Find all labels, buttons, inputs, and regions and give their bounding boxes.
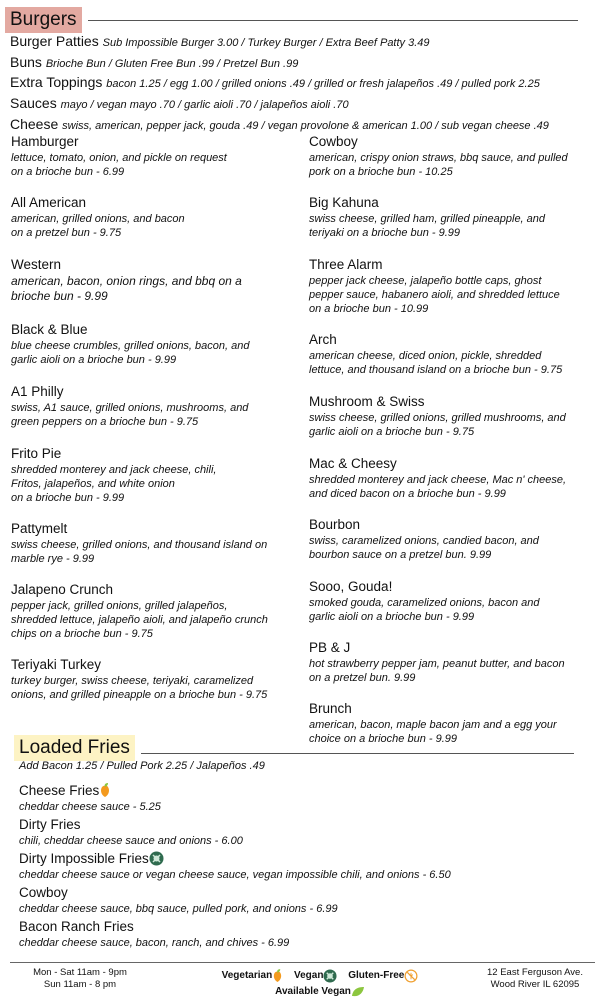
menu-item: Mushroom & Swiss swiss cheese, grilled onions, grilled mushrooms, and garlic aioli on a brioche bun - 9.75 [309, 394, 566, 439]
fries-addons: Add Bacon 1.25 / Pulled Pork 2.25 / Jalapeños .49 [19, 760, 265, 772]
option-buns: Buns Brioche Bun / Gluten Free Bun .99 / Pretzel Bun .99 [10, 53, 299, 70]
legend-vegan: Vegan [294, 968, 337, 984]
legend-available-vegan: Available Vegan [275, 984, 365, 1000]
gluten-free-icon [404, 969, 418, 983]
menu-item: All American american, grilled onions, and bacon on a pretzel bun - 9.75 [11, 195, 185, 240]
menu-item: Arch american cheese, diced onion, pickle, shredded lettuce, and thousand island on a brioche bun - 9.75 [309, 332, 563, 377]
vegan-icon [323, 969, 337, 983]
fries-item: Dirty Impossible Fries cheddar cheese sauce or vegan cheese sauce, vegan impossible chili, and onions - 6.50 [19, 851, 451, 881]
menu-item: Brunch american, bacon, maple bacon jam and a egg your choice on a brioche bun - 9.99 [309, 701, 557, 746]
footer-divider [10, 962, 595, 963]
legend-gluten-free: Gluten-Free [348, 968, 418, 984]
fries-item: Dirty Fries chili, cheddar cheese sauce and onions - 6.00 [19, 817, 243, 847]
menu-item: Black & Blue blue cheese crumbles, grilled onions, bacon, and garlic aioli on a brioche bun - 9.99 [11, 322, 250, 367]
address: 12 East Ferguson Ave. Wood River IL 62095 [487, 967, 583, 990]
menu-item: Jalapeno Crunch pepper jack, grilled onions, grilled jalapeños, shredded lettuce, jalapeño aioli, and jalapeño crunch chips on a brioche bun - 9.75 [11, 582, 268, 641]
fries-item: Cowboy cheddar cheese sauce, bbq sauce, pulled pork, and onions - 6.99 [19, 885, 338, 915]
option-toppings: Extra Toppings bacon 1.25 / egg 1.00 / grilled onions .49 / grilled or fresh jalapeños .49 / pulled pork 2.25 [10, 74, 540, 91]
menu-item: Frito Pie shredded monterey and jack cheese, chili, Fritos, jalapeños, and white onion on a brioche bun - 9.99 [11, 446, 217, 505]
menu-item: Bourbon swiss, caramelized onions, candied bacon, and bourbon sauce on a pretzel bun. 9.99 [309, 517, 539, 562]
burger-options [10, 32, 605, 136]
menu-item: Western american, bacon, onion rings, and bbq on a brioche bun - 9.99 [11, 257, 242, 303]
menu-item: Big Kahuna swiss cheese, grilled ham, grilled pineapple, and teriyaki on a brioche bun - 9.99 [309, 195, 546, 240]
option-sauces: Sauces mayo / vegan mayo .70 / garlic aioli .70 / jalapeños aioli .70 [10, 95, 349, 112]
menu-item: PB & J hot strawberry pepper jam, peanut butter, and bacon on a pretzel bun. 9.99 [309, 640, 565, 685]
business-hours: Mon - Sat 11am - 9pm Sun 11am - 8 pm [33, 967, 127, 990]
menu-item: Pattymelt swiss cheese, grilled onions, and thousand island on marble rye - 9.99 [11, 521, 268, 566]
menu-item: Cowboy american, crispy onion straws, bbq sauce, and pulled pork on a brioche bun - 10.25 [309, 134, 568, 179]
fries-item: Cheese Fries cheddar cheese sauce - 5.25 [19, 783, 161, 813]
menu-item: Hamburger lettuce, tomato, onion, and pickle on request on a brioche bun - 6.99 [11, 134, 227, 179]
vegetarian-icon [99, 783, 111, 798]
burgers-title: Burgers [5, 7, 82, 33]
burgers-header [5, 7, 578, 33]
fries-title: Loaded Fries [14, 735, 135, 761]
menu-item: Teriyaki Turkey turkey burger, swiss cheese, teriyaki, caramelized onions, and grilled pineapple on a brioche bun - 9.75 [11, 657, 268, 702]
menu-item: Three Alarm pepper jack cheese, jalapeño bottle caps, ghost pepper sauce, habanero aioli, and shredded lettuce on a brioche bun - 10.99 [309, 257, 560, 316]
menu-item: Sooo, Gouda! smoked gouda, caramelized onions, bacon and garlic aioli on a brioche bun - 9.99 [309, 579, 540, 624]
vegan-icon [149, 851, 164, 866]
option-cheese: Cheese swiss, american, pepper jack, gouda .49 / vegan provolone & american 1.00 / sub vegan cheese .49 [10, 115, 549, 132]
menu-item: Mac & Cheesy shredded monterey and jack cheese, Mac n' cheese, and diced bacon on a brioche bun - 9.99 [309, 456, 567, 501]
menu-item: A1 Philly swiss, A1 sauce, grilled onions, mushrooms, and green peppers on a brioche bun - 9.75 [11, 384, 249, 429]
vegetarian-icon [272, 969, 283, 983]
fries-divider [141, 753, 574, 754]
fries-item: Bacon Ranch Fries cheddar cheese sauce, bacon, ranch, and chives - 6.99 [19, 919, 290, 949]
leaf-icon [351, 986, 365, 998]
dietary-legend [190, 968, 450, 1000]
fries-header [14, 735, 574, 761]
option-patties: Burger Patties Sub Impossible Burger 3.00 / Turkey Burger / Extra Beef Patty 3.49 [10, 33, 430, 49]
burgers-divider [88, 20, 578, 21]
legend-vegetarian: Vegetarian [222, 968, 284, 984]
